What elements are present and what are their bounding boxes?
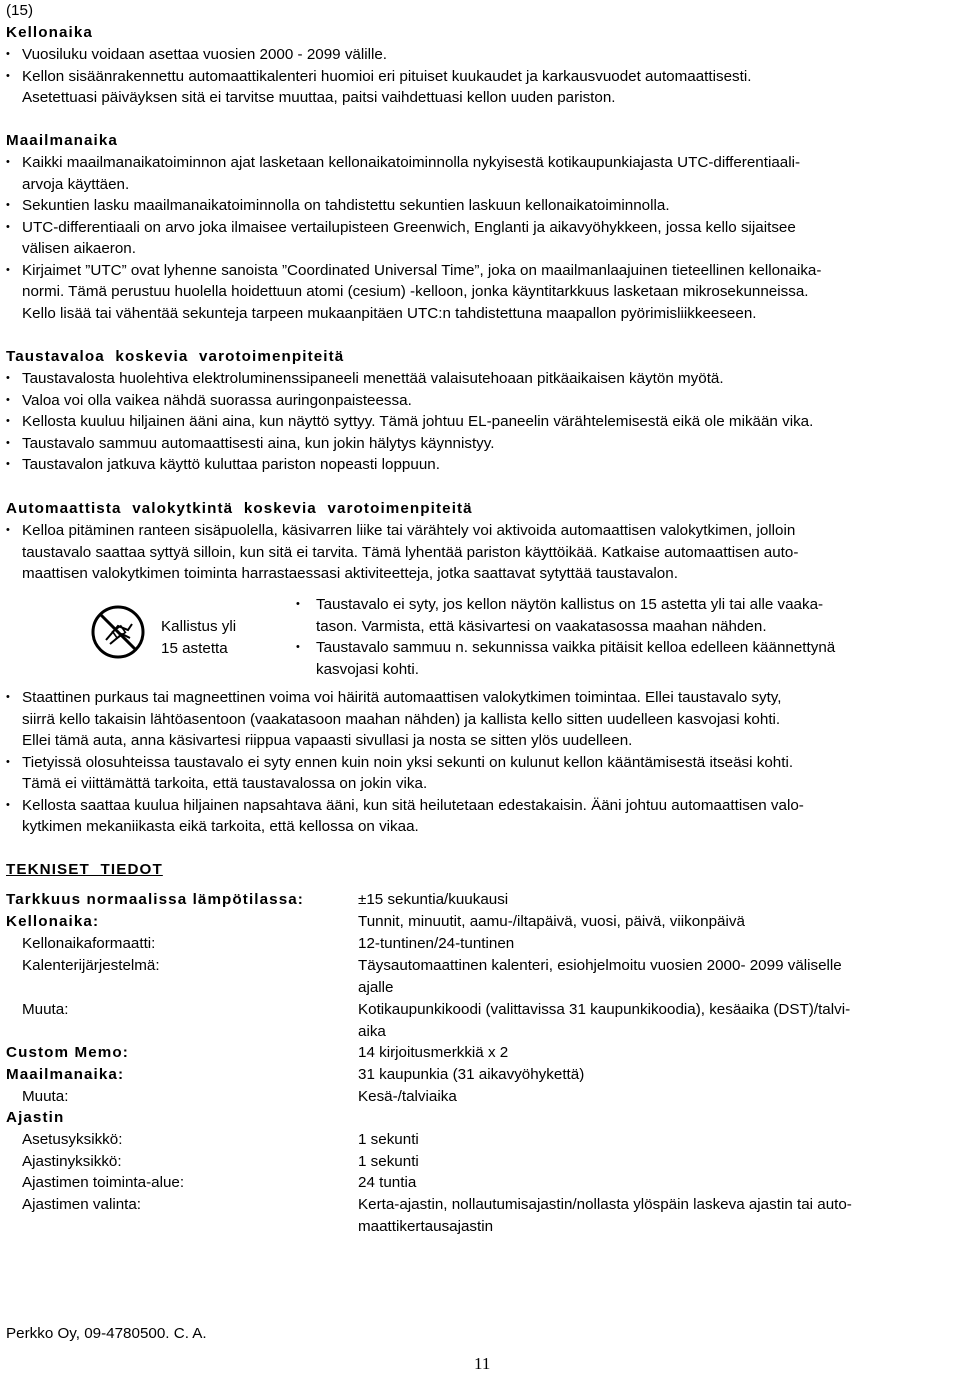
spec-label: Kalenterijärjestelmä: [22, 957, 160, 974]
bullet-continuation: Kello lisää tai vähentää sekunteja tarpeen mukaanpitäen UTC:n tahdistettuna maapallon pyörimisliikkeeseen. [22, 304, 757, 322]
spec-value: 1 sekunti [358, 1131, 419, 1148]
bullet-continuation: tason. Varmista, että käsivartesi on vaakatasossa maahan nähden. [316, 617, 767, 635]
bullet-item: • Taustavalosta huolehtiva elektroluminenssipaneeli menettää valaisutehoaan pitkäaikaisen käytön myötä. [6, 368, 952, 390]
bullet-item: • Taustavalo sammuu n. sekunnissa vaikka pitäisit kelloa edelleen käännettynä [296, 637, 956, 659]
bullet-continuation: arvoja käyttäen. [22, 175, 130, 193]
bullet-continuation: kasvojasi kohti. [316, 660, 419, 678]
spec-value: 14 kirjoitusmerkkiä x 2 [358, 1044, 509, 1061]
bullet-item: • Taustavalon jatkuva käyttö kuluttaa pariston nopeasti loppuun. [6, 454, 952, 476]
spec-label: Ajastin [6, 1109, 65, 1126]
tilt-notes [296, 594, 956, 680]
spec-label: Kellonaika: [6, 913, 100, 930]
spec-label: Ajastimen valinta: [22, 1196, 142, 1213]
footer-company: Perkko Oy, 09-4780500. C. A. [6, 1325, 207, 1342]
section-tekniset-tiedot [6, 859, 952, 881]
bullet-item: • Sekuntien lasku maailmanaikatoiminnolla on tahdistettu sekuntien laskuun kellonaikatoiminnolla. [6, 195, 952, 217]
spec-value: Tunnit, minuutit, aamu-/iltapäivä, vuosi, päivä, viikonpäivä [358, 913, 745, 930]
bullet-item: • Kellosta kuuluu hiljainen ääni aina, kun näyttö syttyy. Tämä johtuu EL-paneelin värähtelemisestä eikä ole mikään vika. [6, 411, 952, 433]
spec-value: Kotikaupunkikoodi (valittavissa 31 kaupunkikoodia), kesäaika (DST)/talvi- [358, 1001, 851, 1018]
spec-value: Kerta-ajastin, nollautumisajastin/nollasta ylöspäin laskeva ajastin tai auto- [358, 1196, 852, 1213]
bullet-item: • Taustavalo ei syty, jos kellon näytön kallistus on 15 astetta yli tai alle vaaka- [296, 594, 956, 616]
spec-label: Ajastinyksikkö: [22, 1153, 122, 1170]
bullet-item: • UTC-differentiaali on arvo joka ilmaisee vertailupisteen Greenwich, Englanti ja aikavyöhykkeen, jossa kello sijaitsee [6, 217, 952, 239]
prohibition-icon [88, 604, 148, 660]
bullet-continuation: Ellei tämä auta, anna käsivartesi riippua vapaasti sivullasi ja nosta se sitten ylös uudelleen. [22, 732, 633, 749]
bullet-item: • Kirjaimet ”UTC” ovat lyhenne sanoista ”Coordinated Universal Time”, joka on maailmanlaajuinen tieteellinen kellonaika- [6, 260, 952, 282]
spec-label: Kellonaikaformaatti: [22, 935, 156, 952]
section-heading: TEKNISET TIEDOT [6, 861, 163, 878]
bullet-continuation: normi. Tämä perustuu huolella hoidettuun atomi (cesium) -kelloon, jonka käyntitarkkuus lasketaan mikrosekunneissa. [22, 283, 809, 300]
bullet-item: • Kellon sisäänrakennettu automaattikalenteri huomioi eri pituiset kuukaudet ja karkausvuodet automaattisesti. [6, 66, 952, 88]
section-heading: Maailmanaika [6, 132, 118, 149]
spec-value: 12-tuntinen/24-tuntinen [358, 935, 515, 952]
bullet-item: • Kaikki maailmanaikatoiminnon ajat lasketaan kellonaikatoiminnolla nykyisestä kotikaupunkiajasta UTC-differentiaali- [6, 152, 952, 174]
no-tilt-icon [88, 604, 148, 660]
section-valokytkin [6, 498, 952, 585]
spec-label: Muuta: [22, 1088, 69, 1105]
page-label [6, 0, 952, 22]
bullet-continuation: siirrä kello takaisin lähtöasentoon (vaakatasoon maahan nähden) ja kallista kello sitten uudelleen kasvojasi kohti. [22, 710, 781, 728]
section-taustavalo [6, 346, 952, 476]
bullet-continuation: taustavalo saattaa syttyä silloin, kun sitä ei tarvita. Tämä lyhentää pariston käyttöikää. Katkaise automaattisen auto- [22, 543, 799, 561]
spec-value: Täysautomaattinen kalenteri, esiohjelmoitu vuosien 2000- 2099 väliselle [358, 957, 842, 974]
bullet-item: • Tietyissä olosuhteissa taustavalo ei syty ennen kuin noin yksi sekunti on kulunut kellon kääntämisestä itseäsi kohti. [6, 752, 952, 774]
spec-value: 24 tuntia [358, 1174, 417, 1191]
bullet-continuation: maattisen valokytkimen toiminta harrastaessasi aktiviteetteja, jotka saattavat sytyttää taustavalon. [22, 565, 678, 582]
spec-value: ajalle [358, 979, 394, 996]
spec-label: Ajastimen toiminta-alue: [22, 1174, 185, 1191]
section-heading: Kellonaika [6, 24, 93, 41]
spec-label: Muuta: [22, 1001, 69, 1018]
bullet-item: • Kelloa pitäminen ranteen sisäpuolella, käsivarren liike tai värähtely voi aktivoida automaattisen valokytkimen, jolloin [6, 520, 952, 542]
bullet-item: • Valoa voi olla vaikea nähdä suorassa auringonpaisteessa. [6, 390, 952, 412]
spec-value: aika [358, 1023, 386, 1040]
bullet-continuation: välisen aikaeron. [22, 240, 136, 257]
page-number: 11 [474, 1354, 491, 1373]
section-heading: Automaattista valokytkintä koskevia varotoimenpiteitä [6, 500, 473, 517]
figure-caption-line: 15 astetta [161, 639, 228, 657]
bullet-continuation: Tämä ei viittämättä tarkoita, että taustavalossa on jokin vika. [22, 775, 428, 792]
figure-caption [161, 616, 236, 659]
spec-label: Asetusyksikkö: [22, 1131, 123, 1148]
section-kellonaika [6, 22, 952, 109]
page-label-text: (15) [6, 2, 34, 19]
bullet-item: • Kellosta saattaa kuulua hiljainen napsahtava ääni, kun sitä heilutetaan edestakaisin. Ääni johtuu automaattisen valo- [6, 795, 952, 817]
spec-value: 31 kaupunkia (31 aikavyöhykettä) [358, 1066, 585, 1083]
section-valokytkin-more [6, 687, 952, 838]
section-maailmanaika [6, 130, 952, 324]
spec-label: Tarkkuus normaalissa lämpötilassa: [6, 891, 304, 908]
figure-caption-line: Kallistus yli [161, 618, 237, 635]
spec-value: 1 sekunti [358, 1153, 419, 1170]
spec-value: maattikertausajastin [358, 1218, 494, 1235]
bullet-item: • Staattinen purkaus tai magneettinen voima voi häiritä automaattisen valokytkimen toimintaa. Ellei taustavalo syty, [6, 687, 952, 709]
section-heading: Taustavaloa koskevia varotoimenpiteitä [6, 348, 345, 365]
spec-value: Kesä-/talviaika [358, 1088, 457, 1105]
bullet-continuation: Asetettuasi päiväyksen sitä ei tarvitse muuttaa, paitsi vaihdettuasi kellon uuden pariston. [22, 89, 616, 106]
spec-value: ±15 sekuntia/kuukausi [358, 891, 509, 908]
spec-label: Custom Memo: [6, 1044, 129, 1061]
bullet-item: • Taustavalo sammuu automaattisesti aina, kun jokin hälytys käynnistyy. [6, 433, 952, 455]
spec-label: Maailmanaika: [6, 1066, 125, 1083]
bullet-item: • Vuosiluku voidaan asettaa vuosien 2000 - 2099 välille. [6, 44, 952, 66]
bullet-continuation: kytkimen mekaniikasta eikä tarkoita, että kellossa on vikaa. [22, 818, 419, 835]
